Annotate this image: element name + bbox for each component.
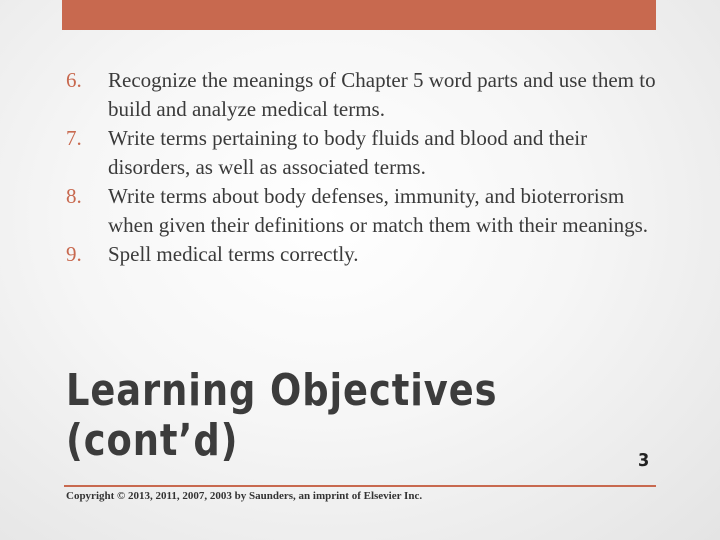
footer-divider	[64, 485, 656, 487]
objective-text: Recognize the meanings of Chapter 5 word parts and use them to build and analyze medical terms.	[108, 68, 656, 121]
slide-title: Learning Objectives (cont’d)	[66, 365, 498, 466]
objective-number: 8.	[66, 184, 82, 208]
objective-number: 9.	[66, 242, 82, 266]
objective-item	[66, 124, 666, 182]
page-number: 3	[638, 450, 650, 471]
copyright-notice: Copyright © 2013, 2011, 2007, 2003 by Saunders, an imprint of Elsevier Inc.	[66, 490, 423, 502]
objective-item	[66, 182, 666, 240]
objective-item	[66, 240, 666, 269]
objective-text: Spell medical terms correctly.	[108, 242, 359, 266]
objective-text: Write terms about body defenses, immunity, and bioterrorism when given their definitions or match them with their meanings.	[108, 184, 649, 237]
objective-item	[66, 66, 666, 124]
top-accent-bar	[62, 0, 656, 30]
objectives-list	[66, 66, 666, 269]
objective-text: Write terms pertaining to body fluids and blood and their disorders, as well as associated terms.	[108, 126, 588, 179]
objective-number: 6.	[66, 68, 82, 92]
objective-number: 7.	[66, 126, 82, 150]
